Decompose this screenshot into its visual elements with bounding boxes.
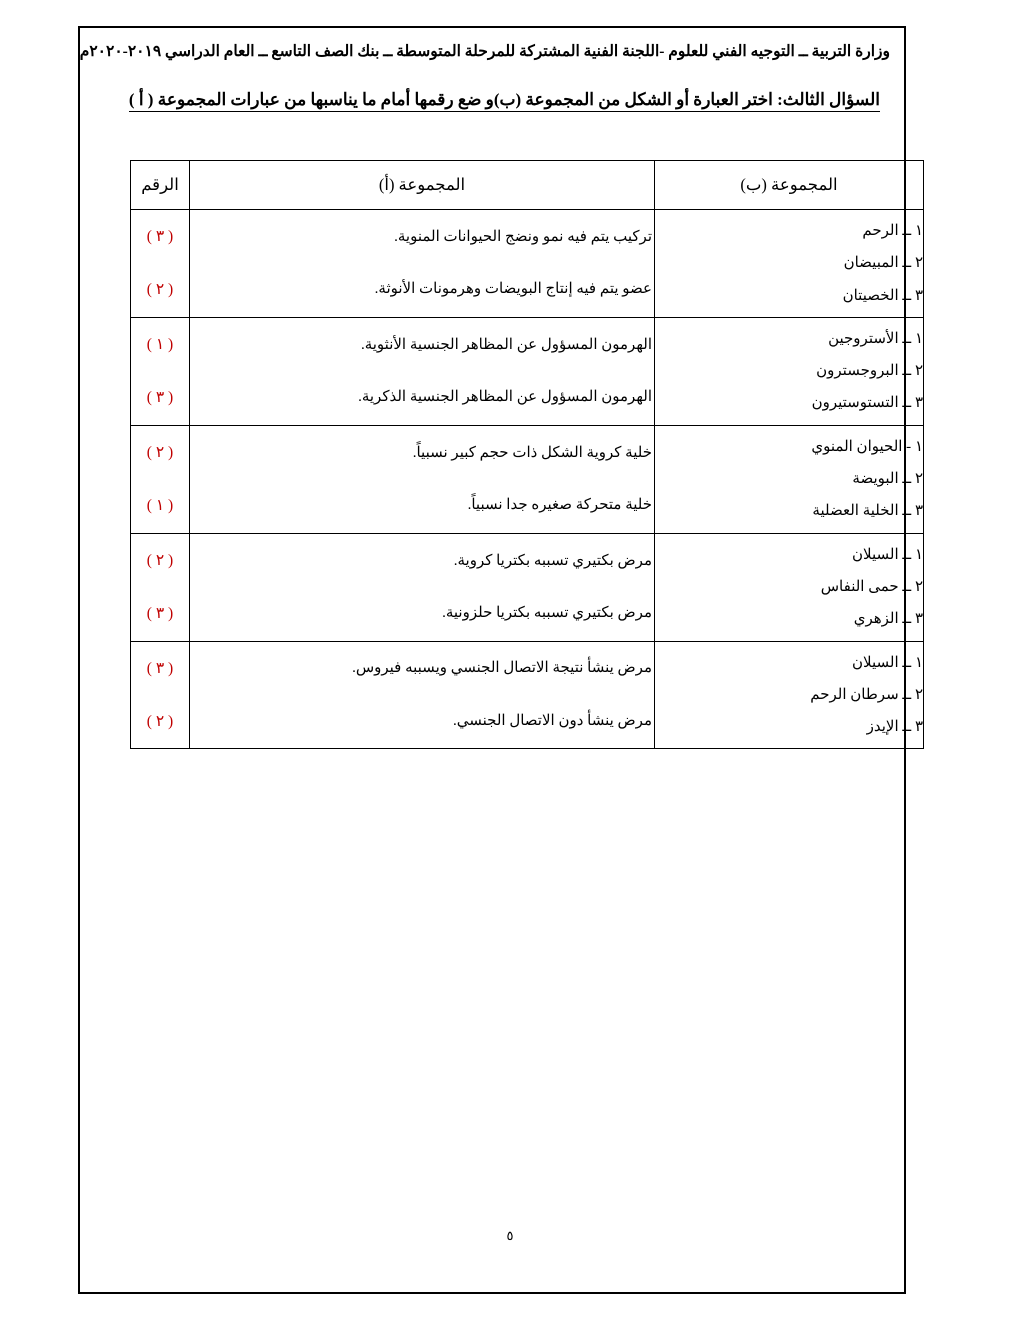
matching-table: [130, 160, 924, 749]
group-b-options: [655, 317, 924, 425]
statement-item: تركيب يتم فيه نمو ونضج الحيوانات المنوية.: [394, 228, 652, 245]
statement-item: مرض بكتيري تسببه بكتريا كروية.: [453, 552, 652, 569]
answer-item: ( ٣ ): [146, 659, 174, 677]
group-b-options: [655, 641, 924, 749]
answer-item: ( ٢ ): [146, 443, 174, 461]
option-item: ٣ ــ التستوستيرون: [811, 395, 923, 412]
group-b-options: [655, 210, 924, 318]
option-item: ٢ ــ البروجسترون: [816, 363, 923, 380]
option-item: ١ - الحيوان المنوي: [811, 438, 923, 455]
table-row: [131, 317, 924, 425]
table-row: [131, 210, 924, 318]
answer-item: ( ٢ ): [146, 551, 174, 569]
table-header-row: [131, 161, 924, 210]
group-b-options: [655, 425, 924, 533]
question-prompt: [96, 90, 886, 110]
group-a-statements: [190, 317, 655, 425]
answer-numbers: [131, 317, 190, 425]
option-item: ١ ــ السيلان: [852, 654, 923, 671]
statement-item: خلية كروية الشكل ذات حجم كبير نسبياً.: [412, 444, 652, 461]
answer-numbers: [131, 641, 190, 749]
statement-item: الهرمون المسؤول عن المظاهر الجنسية الأنثوية.: [360, 336, 652, 353]
answer-item: ( ٣ ): [146, 228, 174, 245]
header-number: الرقم: [131, 161, 190, 210]
option-item: ٣ ــ الزهري: [853, 611, 923, 628]
option-item: ١ ــ السيلان: [852, 546, 923, 563]
statement-item: الهرمون المسؤول عن المظاهر الجنسية الذكرية.: [358, 389, 652, 406]
table-row: [131, 425, 924, 533]
group-a-statements: [190, 533, 655, 641]
answer-item: ( ٢ ): [146, 281, 174, 299]
header-group-b: المجموعة (ب): [655, 161, 924, 210]
table-row: [131, 641, 924, 749]
answer-numbers: [131, 425, 190, 533]
question-prompt-text: السؤال الثالث: اختر العبارة أو الشكل من المجموعة (ب)و ضع رقمها أمام ما يناسبها من عبارات المجموعة ( أ ): [129, 90, 880, 112]
option-item: ٣ ــ الخصيتان: [842, 287, 923, 304]
answer-item: ( ٣ ): [146, 605, 174, 623]
answer-item: ( ٢ ): [146, 712, 174, 730]
option-item: ٣ ــ الخلية العضلية: [812, 503, 923, 520]
statement-item: مرض ينشأ دون الاتصال الجنسي.: [453, 712, 652, 729]
option-item: ١ ــ الأستروجين: [828, 330, 923, 347]
option-item: ٢ ــ البويضة: [852, 471, 923, 488]
statement-item: مرض ينشأ نتيجة الاتصال الجنسي ويسببه فيروس.: [352, 660, 652, 677]
table-row: [131, 533, 924, 641]
option-item: ٣ ــ الإيدز: [866, 719, 923, 736]
statement-item: عضو يتم فيه إنتاج البويضات وهرمونات الأنوثة.: [374, 281, 652, 298]
answer-numbers: [131, 533, 190, 641]
answer-item: ( ٣ ): [146, 389, 174, 407]
group-a-statements: [190, 210, 655, 318]
answer-item: ( ١ ): [146, 497, 174, 515]
option-item: ٢ ــ المبيضان: [843, 255, 923, 272]
header-group-a: المجموعة (أ): [190, 161, 655, 210]
option-item: ٢ ــ حمى النفاس: [820, 578, 923, 595]
group-a-statements: [190, 425, 655, 533]
option-item: ١ ــ الرحم: [862, 223, 923, 240]
option-item: ٢ ــ سرطان الرحم: [810, 686, 923, 703]
answer-numbers: [131, 210, 190, 318]
statement-item: خلية متحركة صغيره جدا نسبياً.: [467, 497, 652, 514]
group-b-options: [655, 533, 924, 641]
document-header: وزارة التربية ــ التوجيه الفني للعلوم -اللجنة الفنية المشتركة للمرحلة المتوسطة ــ بنك الصف التاسع ــ العام الدراسي ٢٠١٩-٢٠٢٠م: [79, 43, 890, 60]
statement-item: مرض بكتيري تسببه بكتريا حلزونية.: [442, 605, 652, 622]
group-a-statements: [190, 641, 655, 749]
page-number: ٥: [506, 1228, 514, 1243]
answer-item: ( ١ ): [146, 335, 174, 353]
